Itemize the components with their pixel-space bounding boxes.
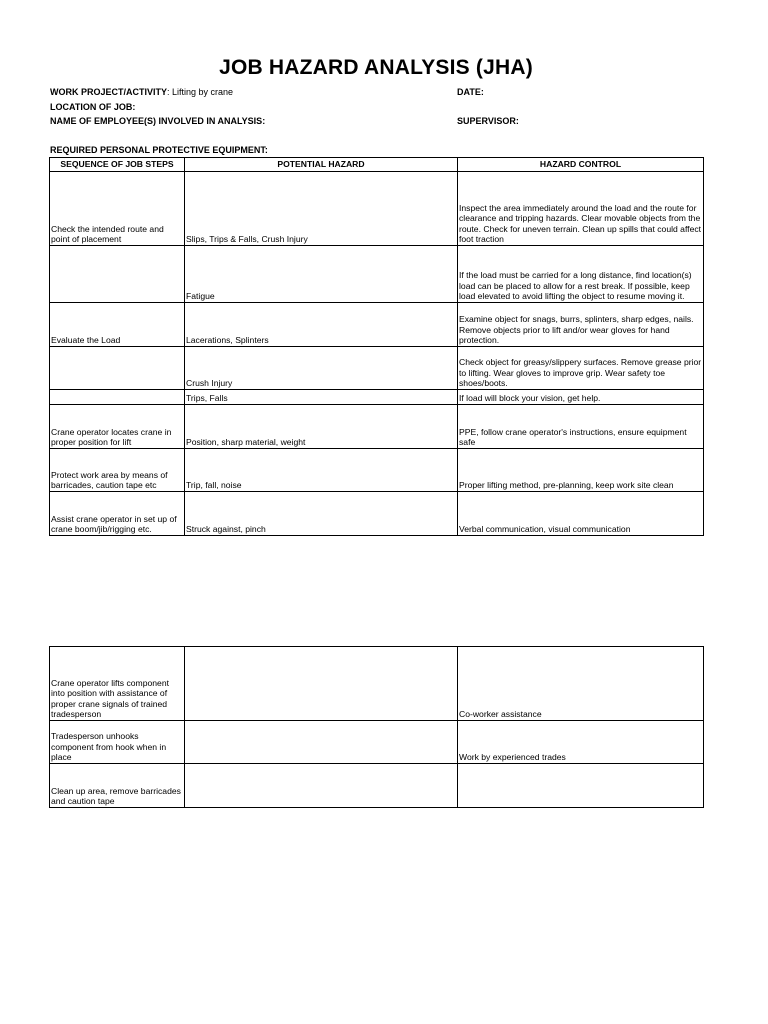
step-cell: Crane operator lifts component into position with assistance of proper crane signals of trained tradesperson [50,647,185,721]
table-row [50,390,704,405]
hazard-cell: Struck against, pinch [185,492,458,536]
table-header-row [50,158,704,172]
header-sequence: SEQUENCE OF JOB STEPS [50,158,185,172]
step-cell [50,347,185,390]
table-row [50,647,704,721]
control-cell: Examine object for snags, burrs, splinters, sharp edges, nails. Remove objects prior to lift and/or wear gloves for hand protection. [458,303,704,347]
table-row [50,246,704,303]
hazard-cell: Lacerations, Splinters [185,303,458,347]
ppe-label: REQUIRED PERSONAL PROTECTIVE EQUIPMENT: [50,145,268,155]
step-cell: Protect work area by means of barricades, caution tape etc [50,449,185,492]
supervisor-label: SUPERVISOR: [457,116,519,126]
table-row [50,764,704,808]
table-row [50,721,704,764]
control-cell: If load will block your vision, get help. [458,390,704,405]
page-title: JOB HAZARD ANALYSIS (JHA) [219,56,533,79]
hazard-cell [185,721,458,764]
table-row [50,172,704,246]
hazard-cell: Position, sharp material, weight [185,405,458,449]
table-row [50,347,704,390]
hazard-cell: Trip, fall, noise [185,449,458,492]
ppe-field [50,145,268,156]
jha-table [49,157,704,536]
step-cell [50,246,185,303]
hazard-cell: Fatigue [185,246,458,303]
table-row [50,405,704,449]
work-project-value: Lifting by crane [172,87,234,97]
step-cell: Evaluate the Load [50,303,185,347]
table-row [50,449,704,492]
hazard-cell: Slips, Trips & Falls, Crush Injury [185,172,458,246]
jha-table-continued [49,646,704,808]
step-cell [50,390,185,405]
step-cell: Tradesperson unhooks component from hook when in place [50,721,185,764]
step-cell: Assist crane operator in set up of crane boom/jib/rigging etc. [50,492,185,536]
hazard-cell: Trips, Falls [185,390,458,405]
hazard-cell: Crush Injury [185,347,458,390]
control-cell: If the load must be carried for a long distance, find location(s) load can be placed to allow for a rest break. If possible, keep load elevated to avoid lifting the object to resume moving it. [458,246,704,303]
header-control: HAZARD CONTROL [458,158,704,172]
work-project-label: WORK PROJECT/ACTIVITY [50,87,168,97]
control-cell: Proper lifting method, pre-planning, keep work site clean [458,449,704,492]
hazard-cell [185,647,458,721]
table-row [50,303,704,347]
date-field [457,87,484,98]
hazard-cell [185,764,458,808]
location-label: LOCATION OF JOB: [50,102,136,112]
header-hazard: POTENTIAL HAZARD [185,158,458,172]
control-cell: Co-worker assistance [458,647,704,721]
control-cell: Inspect the area immediately around the load and the route for clearance and tripping hazards. Clear movable objects from the route. Check for uneven terrain. Clean up spills that could affect foot traction [458,172,704,246]
control-cell: Verbal communication, visual communication [458,492,704,536]
control-cell: Check object for greasy/slippery surfaces. Remove grease prior to lifting. Wear gloves to improve grip. Wear safety toe shoes/boots. [458,347,704,390]
step-cell: Crane operator locates crane in proper position for lift [50,405,185,449]
employees-label: NAME OF EMPLOYEE(S) INVOLVED IN ANALYSIS: [50,116,266,126]
step-cell: Check the intended route and point of placement [50,172,185,246]
control-cell: PPE, follow crane operator's instructions, ensure equipment safe [458,405,704,449]
control-cell [458,764,704,808]
location-field [50,102,135,113]
work-project-field: WORK PROJECT/ACTIVITY: Lifting by crane [50,87,234,97]
date-label: DATE: [457,87,484,97]
supervisor-field [457,116,519,127]
step-cell: Clean up area, remove barricades and caution tape [50,764,185,808]
control-cell: Work by experienced trades [458,721,704,764]
table-row [50,492,704,536]
employees-field [50,116,265,127]
